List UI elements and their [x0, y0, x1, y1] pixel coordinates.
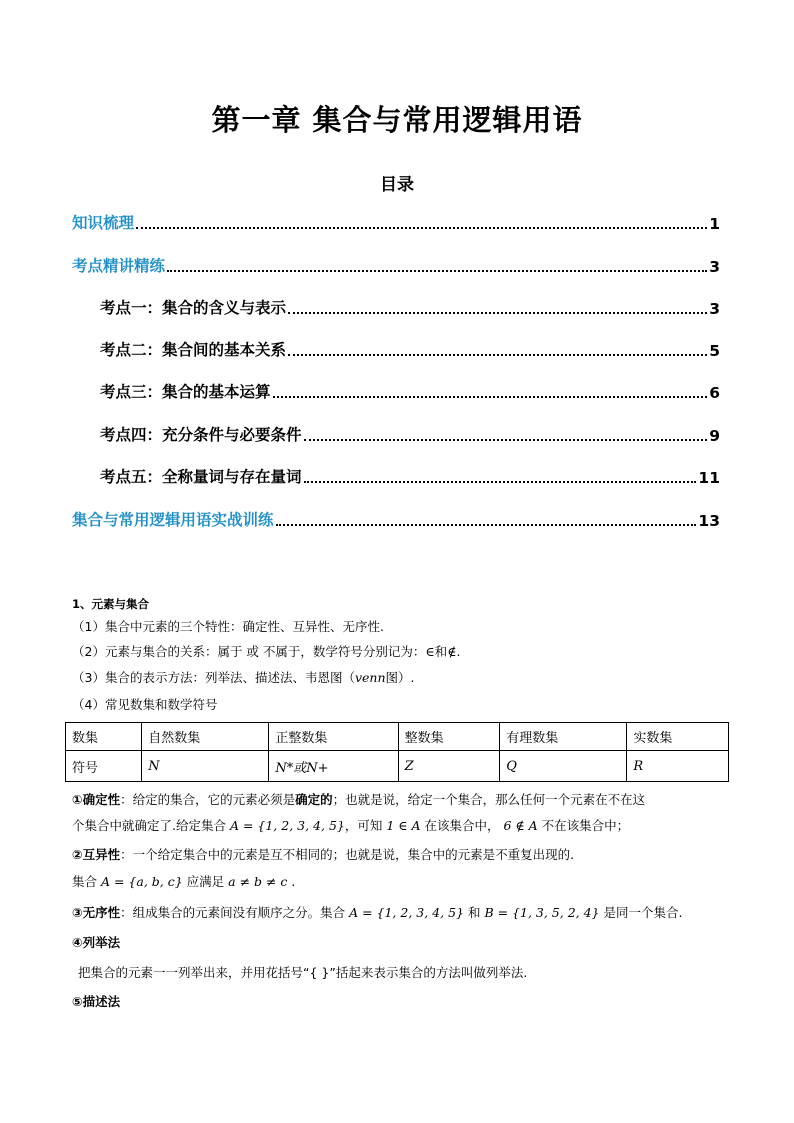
property-determinacy	[72, 790, 645, 808]
roster-method-heading: ④列举法	[72, 935, 121, 950]
toc-entry-knowledge[interactable]	[72, 211, 720, 233]
property-distinctness-line2	[72, 872, 295, 890]
property-emphasis: 确定的	[295, 792, 333, 807]
property-text: 集合	[72, 874, 101, 889]
property-determinacy-line2	[72, 816, 629, 834]
item-2	[72, 642, 460, 660]
element-of-symbol: ∈	[425, 644, 435, 659]
set-expression: A = {a, b, c}	[100, 874, 183, 889]
toc-entry-label: 考点一：集合的含义与表示	[100, 299, 287, 317]
table-cell: 整数集	[398, 723, 500, 751]
table-cell: Q	[500, 751, 627, 782]
section-heading: 1、元素与集合	[72, 597, 150, 611]
toc-entry-page: 3	[709, 300, 720, 318]
property-text: 个集合中就确定了.给定集合	[72, 818, 230, 833]
page-title: 第一章 集合与常用逻辑用语	[211, 103, 583, 137]
property-text: ：组成集合的元素间没有顺序之分。集合	[120, 905, 350, 920]
property-text: 是同一个集合.	[599, 905, 683, 920]
item-3	[72, 668, 415, 686]
roster-method-text: 把集合的元素一一列举出来，并用花括号“{ }”括起来表示集合的方法叫做列举法.	[78, 965, 528, 980]
table-cell: N	[142, 751, 269, 782]
set-expression: B = {1, 3, 5, 2, 4}	[484, 905, 600, 920]
description-method-heading: ⑤描述法	[72, 994, 121, 1009]
toc-leader-dots	[288, 312, 707, 314]
property-text: 和	[463, 905, 485, 920]
set-expression: A = {1, 2, 3, 4, 5}	[349, 905, 464, 920]
toc-leader-dots	[288, 354, 707, 356]
property-text: .	[287, 874, 296, 889]
item-3-text: （3）集合的表示方法：列举法、描述法、韦恩图（	[72, 670, 355, 685]
toc-entry-point-4[interactable]	[100, 423, 720, 445]
item-2-and: 和	[434, 644, 448, 659]
toc-entry-label: 考点四：充分条件与必要条件	[100, 426, 302, 444]
condition-expression: a ≠ b ≠ c	[228, 874, 288, 889]
property-text: 不在该集合中；	[537, 818, 630, 833]
toc-heading: 目录	[380, 175, 414, 195]
table-cell: Z	[398, 751, 500, 782]
property-text: ；也就是说，给定一个集合，那么任何一个元素在不在这	[332, 792, 646, 807]
property-distinctness	[72, 845, 574, 863]
property-text: ，可知	[344, 818, 387, 833]
toc-entry-point-3[interactable]	[100, 380, 720, 402]
toc-leader-dots	[136, 227, 707, 229]
table-cell: 有理数集	[500, 723, 627, 751]
toc-entry-point-5[interactable]	[100, 465, 720, 487]
not-element-of-symbol: ∉	[447, 644, 457, 659]
property-text: 在该集合中，	[420, 818, 504, 833]
property-title: ①确定性	[72, 792, 121, 807]
property-unordered	[72, 903, 682, 921]
toc-leader-dots	[167, 270, 707, 272]
property-text: ：一个给定集合中的元素是互不相同的；也就是说，集合中的元素是不重复出现的.	[120, 847, 575, 862]
table-cell: 正整数集	[269, 723, 398, 751]
property-title: ②互异性	[72, 847, 121, 862]
table-cell: 实数集	[627, 723, 729, 751]
toc-entry-page: 9	[709, 427, 720, 445]
toc-entry-label: 考点五：全称量词与存在量词	[100, 468, 302, 486]
table-row	[66, 723, 729, 751]
table-cell: 符号	[66, 751, 142, 782]
toc-entry-point-1[interactable]	[100, 296, 720, 318]
item-3-end: 图）.	[385, 670, 415, 685]
property-text: ：给定的集合，它的元素必须是	[120, 792, 296, 807]
toc-entry-label: 集合与常用逻辑用语实战训练	[72, 511, 274, 529]
table-row	[66, 751, 729, 782]
toc-leader-dots	[304, 481, 697, 483]
item-2-text: （2）元素与集合的关系：属于 或 不属于，数学符号分别记为：	[72, 644, 426, 659]
number-sets-table	[65, 722, 729, 782]
item-1: （1）集合中元素的三个特性：确定性、互异性、无序性.	[72, 619, 384, 634]
toc-entry-page: 3	[709, 258, 720, 276]
table-cell: R	[627, 751, 729, 782]
toc-entry-label: 考点二：集合间的基本关系	[100, 341, 287, 359]
toc-entry-page: 5	[709, 342, 720, 360]
item-4: （4）常见数集和数学符号	[72, 697, 218, 712]
venn-term: venn	[354, 670, 386, 685]
property-text: 应满足	[182, 874, 229, 889]
toc-entry-practice[interactable]	[72, 508, 720, 530]
toc-entry-page: 6	[709, 384, 720, 402]
set-expression: A = {1, 2, 3, 4, 5}	[229, 818, 345, 833]
table-cell: 自然数集	[142, 723, 269, 751]
toc-entry-page: 13	[698, 512, 720, 530]
toc-entry-label: 考点三：集合的基本运算	[100, 383, 271, 401]
property-title: ③无序性	[72, 905, 121, 920]
item-2-end: .	[456, 644, 461, 659]
toc-leader-dots	[276, 524, 697, 526]
toc-entry-label: 考点精讲精练	[72, 257, 166, 275]
table-cell: 数集	[66, 723, 142, 751]
table-cell: N*或N+	[269, 751, 398, 782]
toc-entry-page: 11	[698, 469, 720, 487]
nonmembership-expression: 6 ∉ A	[503, 818, 538, 833]
toc-entry-point-2[interactable]	[100, 338, 720, 360]
toc-leader-dots	[304, 439, 708, 441]
toc-entry-label: 知识梳理	[72, 214, 135, 232]
toc-entry-page: 1	[709, 215, 720, 233]
toc-leader-dots	[273, 396, 708, 398]
toc-entry-exam-points[interactable]	[72, 254, 720, 276]
membership-expression: 1 ∈ A	[386, 818, 421, 833]
